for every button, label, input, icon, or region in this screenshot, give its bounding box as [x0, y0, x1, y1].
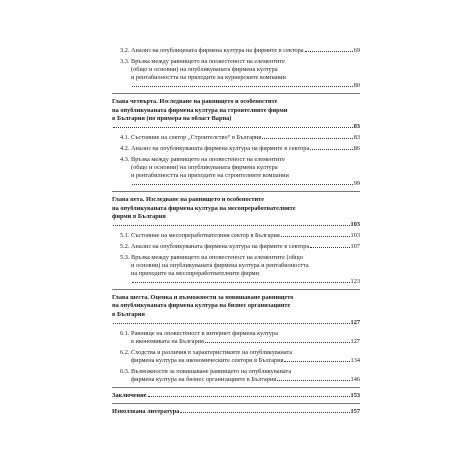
entry-text — [131, 368, 360, 384]
entry-line: фирми в България — [112, 212, 166, 220]
page-number: 146 — [350, 376, 360, 384]
dot-leader — [205, 342, 350, 343]
entry-title: фирмена култура на икономическите сектори в България — [131, 357, 284, 364]
toc-section-entry — [120, 134, 360, 142]
dot-leader — [113, 225, 350, 226]
entry-text — [112, 294, 360, 326]
entry-leader-row — [131, 134, 360, 142]
toc-section-entry — [120, 58, 360, 90]
section-number: 5.2. — [120, 242, 130, 250]
page-number: 157 — [350, 408, 360, 416]
entry-line: Глава пета. Изследване на равнището и особеностите — [112, 196, 265, 204]
entry-text — [131, 330, 360, 346]
entry-leader-row — [131, 376, 360, 384]
section-number: 3.3. — [120, 58, 130, 66]
entry-text — [131, 156, 360, 188]
section-divider — [112, 191, 360, 192]
entry-line: на приходите на месопреработвателните фирми — [131, 270, 260, 278]
section-number: 6.1. — [120, 329, 130, 337]
dot-leader — [132, 282, 350, 283]
toc-chapter-entry — [112, 408, 360, 416]
entry-text — [112, 196, 360, 228]
page-number: 103 — [350, 220, 360, 228]
entry-text — [131, 243, 360, 251]
entry-text — [131, 58, 360, 90]
entry-text — [131, 232, 360, 240]
section-divider — [112, 403, 360, 404]
entry-leader-row — [131, 243, 360, 251]
entry-title: фирмена култура на бизнес организациите в България — [131, 376, 277, 384]
page-number: 86 — [353, 144, 360, 152]
section-number: 6.3. — [120, 368, 130, 376]
dot-leader — [281, 236, 350, 237]
entry-line: и рентабилността на приходите на куриерските компании — [131, 74, 286, 82]
section-divider — [112, 387, 360, 388]
entry-line: на опубликуваната фирмена култура на бизнес организациите — [112, 302, 291, 310]
dot-leader — [180, 412, 349, 413]
entry-text — [112, 408, 360, 416]
entry-title: Анализ на опублицената фирмена култура на фирмите в сектора — [131, 47, 304, 54]
page-number: 127 — [350, 337, 360, 345]
page-number: 107 — [350, 242, 360, 250]
entry-line: Връзка между равнището на оповестеност на елементите — [131, 58, 285, 66]
dot-leader — [148, 396, 350, 397]
entry-title: Състояние на сектор „Строителство“ в България — [131, 133, 262, 141]
toc-chapter-entry — [112, 294, 360, 326]
entry-leader-row — [131, 338, 360, 346]
section-divider — [112, 93, 360, 94]
entry-leader-row — [131, 278, 360, 286]
entry-text — [131, 254, 360, 286]
page-number: 103 — [350, 231, 360, 239]
toc-chapter-entry — [112, 196, 360, 228]
page-number: 153 — [350, 392, 360, 400]
entry-line: Връзка между равнището на оповестеност на елементите (общо — [131, 253, 303, 261]
entry-line: на опубликуваната фирмена култура на месопреработвателните — [112, 204, 296, 212]
entry-line: в България (по примера на област Варна) — [112, 114, 232, 122]
entry-title: Заключение — [112, 392, 147, 400]
page-number: 99 — [353, 180, 360, 188]
entry-leader-row — [131, 232, 360, 240]
entry-line: Глава четвърта. Изследване на равнището и особеностите — [112, 98, 278, 106]
entry-text — [131, 134, 360, 142]
entry-leader-row — [131, 357, 360, 365]
entry-line: и рентабилността на приходите на строителните компании — [131, 172, 289, 180]
page-number: 83 — [353, 133, 360, 141]
dot-leader — [310, 149, 352, 150]
entry-title: Използвана литература — [112, 408, 180, 416]
entry-leader-row — [131, 47, 360, 55]
entry-leader-row — [112, 392, 360, 400]
toc-section-entry — [120, 145, 360, 153]
entry-title: Състояние на месопреработвателния сектор в България — [131, 231, 280, 239]
entry-title: в икономиката на България — [131, 337, 204, 345]
toc-section-entry — [120, 243, 360, 251]
entry-leader-row — [112, 319, 360, 327]
toc-section-entry — [120, 330, 360, 346]
dot-leader — [132, 86, 353, 87]
entry-leader-row — [112, 408, 360, 416]
page-number: 83 — [353, 122, 360, 130]
entry-line: и основни) на опубликуваната фирмена култура и рентабилността — [131, 262, 309, 270]
page-number: 123 — [350, 278, 360, 286]
dot-leader — [262, 138, 352, 139]
toc-section-entry — [120, 254, 360, 286]
table-of-contents — [112, 44, 360, 416]
entry-title: Анализ на опубликуваната фирмена култура на фирмите в сектора — [131, 242, 310, 250]
section-number: 4.1. — [120, 133, 130, 141]
section-number: 3.2. — [120, 47, 130, 54]
section-divider — [112, 289, 360, 290]
entry-leader-row — [131, 180, 360, 188]
entry-leader-row — [112, 123, 360, 131]
dot-leader — [277, 380, 349, 381]
entry-line: на опубликуваната фирмена култура на строителните фирми — [112, 106, 288, 114]
entry-leader-row — [131, 82, 360, 90]
dot-leader — [113, 127, 353, 128]
entry-line: Връзка между равнището на оповестеност на елементите — [131, 156, 285, 164]
entry-text — [131, 145, 360, 153]
entry-line: Възможности за повишаване равнището на опубликуваната — [131, 368, 292, 376]
entry-line: в България — [112, 310, 145, 318]
dot-leader — [132, 184, 353, 185]
dot-leader — [113, 323, 350, 324]
entry-line: Глава шеста. Оценка и възможности за повишаване равнището — [112, 294, 294, 302]
entry-leader-row — [112, 221, 360, 229]
entry-line: (общо и основни) на опубликуваната фирмена култура — [131, 66, 278, 74]
section-number: 6.2. — [120, 348, 130, 356]
toc-chapter-entry — [112, 392, 360, 400]
dot-leader — [305, 51, 353, 52]
toc-section-entry — [120, 232, 360, 240]
toc-section-entry — [120, 156, 360, 188]
section-number: 5.3. — [120, 253, 130, 261]
entry-line: Равнище на оповестеност в интернет фирмена култура — [131, 329, 278, 337]
entry-text — [131, 349, 360, 365]
page-number: 127 — [350, 318, 360, 326]
entry-line: Сходства и различия в характеристиките на опубликуваната — [131, 348, 293, 356]
page-number: 80 — [353, 82, 360, 90]
toc-section-entry — [120, 47, 360, 55]
section-number: 5.1. — [120, 231, 130, 239]
toc-section-entry — [120, 349, 360, 365]
dot-leader — [284, 361, 349, 362]
section-number: 4.3. — [120, 156, 130, 164]
entry-line: (общо и основни) на опубликуваната фирмена култура — [131, 164, 278, 172]
entry-text — [112, 98, 360, 130]
section-number: 4.2. — [120, 144, 130, 152]
page-number: 69 — [353, 47, 360, 54]
entry-title: Анализ на опубликуваната фирмена култура на фирмите в сектора — [131, 144, 310, 152]
page-number: 134 — [350, 357, 360, 364]
entry-text — [112, 392, 360, 400]
entry-leader-row — [131, 145, 360, 153]
dot-leader — [310, 247, 349, 248]
entry-text — [131, 47, 360, 55]
toc-chapter-entry — [112, 98, 360, 130]
toc-section-entry — [120, 368, 360, 384]
